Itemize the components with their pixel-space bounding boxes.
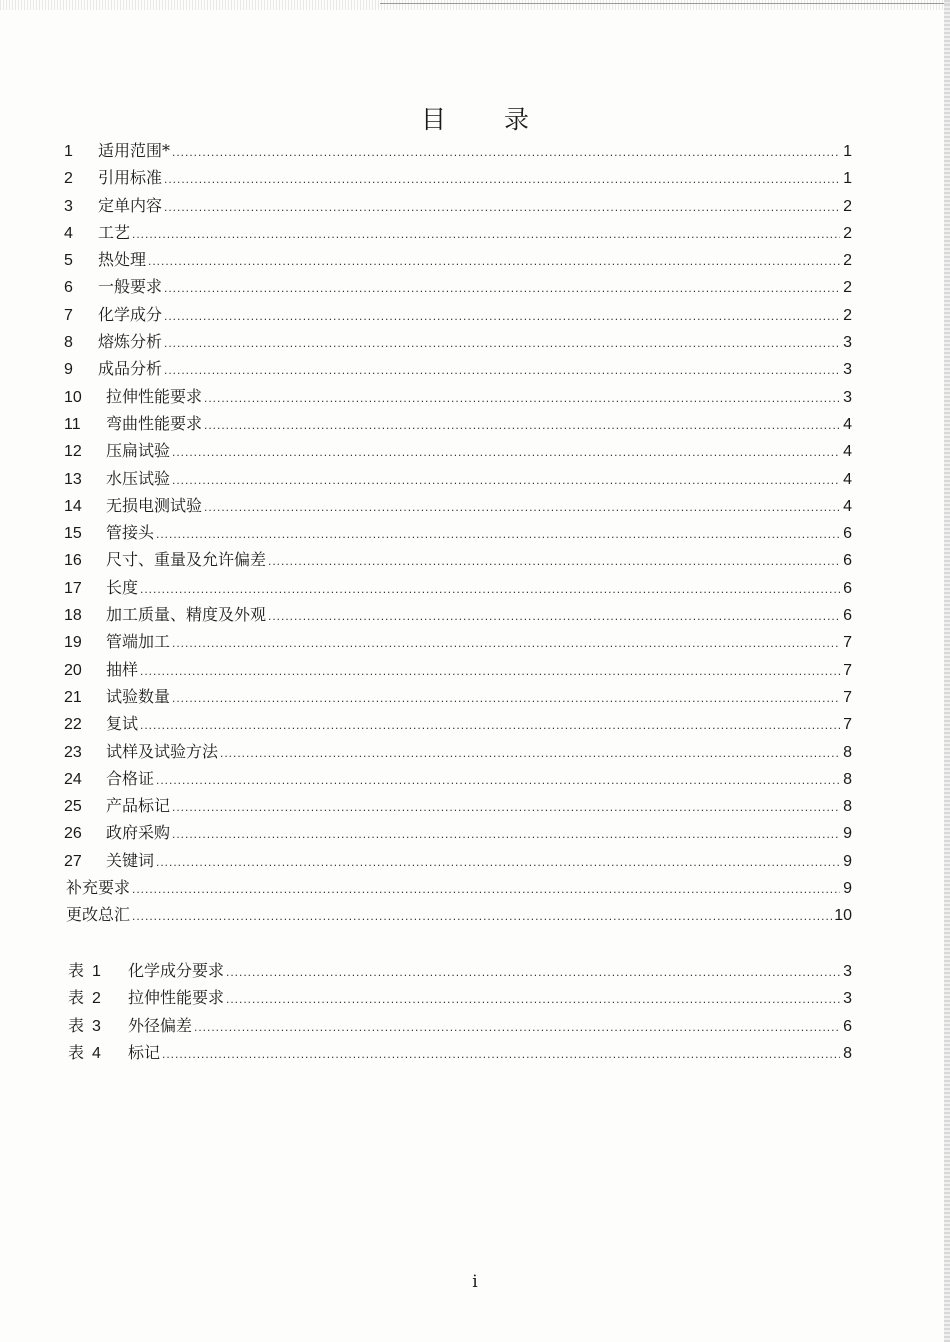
table-entry-prefix	[60, 1012, 128, 1040]
toc-entry[interactable]	[60, 192, 852, 219]
toc-entry-page: 10	[834, 907, 852, 925]
dot-leader	[172, 821, 840, 848]
toc-entry-label: 更改总汇	[66, 905, 131, 925]
toc-entry-number: 26	[64, 825, 82, 843]
page-title	[0, 100, 950, 136]
toc-entry-page: 3	[843, 388, 852, 406]
toc-entry-number: 1	[64, 143, 73, 160]
toc-entry[interactable]	[60, 137, 852, 164]
toc-entry-page: 7	[843, 716, 852, 734]
toc-entry-label: 拉伸性能要求	[106, 386, 203, 406]
dot-leader	[204, 412, 840, 439]
toc-entry[interactable]	[60, 683, 852, 710]
scan-artifact-line	[380, 3, 950, 4]
table-entry-prefix	[60, 984, 128, 1012]
dot-leader	[220, 740, 840, 767]
toc-entry-label: 适用范围*	[98, 141, 171, 160]
table-entry-label: 拉伸性能要求	[128, 988, 225, 1008]
toc-entry-number: 19	[64, 634, 82, 652]
toc-entry-page: 1	[843, 170, 852, 188]
toc-entry-number: 3	[64, 197, 73, 215]
table-list	[60, 957, 852, 1066]
toc-entry[interactable]	[60, 710, 852, 737]
toc-entry[interactable]	[60, 355, 852, 382]
toc-entry-page: 4	[843, 415, 852, 433]
toc-entry-number: 18	[64, 607, 82, 625]
toc-entry-page: 6	[843, 579, 852, 597]
dot-leader	[132, 876, 840, 903]
dot-leader	[164, 275, 840, 302]
toc-entry-label: 抽样	[106, 659, 139, 679]
toc-entry-number: 24	[64, 770, 82, 788]
toc-entry[interactable]	[60, 656, 852, 683]
table-entry-label: 外径偏差	[128, 1015, 193, 1035]
toc-entry-label: 试样及试验方法	[106, 741, 219, 761]
table-entry-prefix-word: 表	[68, 1015, 85, 1035]
dot-leader	[204, 385, 840, 412]
toc-entry[interactable]	[60, 246, 852, 273]
toc-entry-number: 14	[64, 497, 82, 515]
toc-entry-page: 4	[843, 470, 852, 488]
toc-entry-page: 6	[843, 552, 852, 570]
scan-artifact-top	[0, 0, 950, 10]
table-entry-prefix-word: 表	[68, 1042, 85, 1062]
toc-entry-number: 22	[64, 716, 82, 734]
toc-entry-label: 产品标记	[106, 796, 171, 816]
toc-entry-page: 9	[843, 852, 852, 870]
toc-entry[interactable]	[60, 519, 852, 546]
toc-entry-page: 2	[843, 224, 852, 242]
toc-entry[interactable]	[60, 492, 852, 519]
toc-entry[interactable]	[60, 628, 852, 655]
table-entry-page: 3	[843, 990, 852, 1008]
toc-entry-number: 6	[64, 279, 73, 297]
table-entry-label: 标记	[128, 1042, 161, 1062]
toc-entry-number: 4	[64, 224, 73, 242]
dot-leader	[156, 521, 840, 548]
toc-entry[interactable]	[60, 601, 852, 628]
toc-entry-number: 9	[64, 361, 73, 379]
table-entry-prefix-word: 表	[68, 961, 85, 980]
dot-leader	[268, 603, 840, 630]
dot-leader	[226, 986, 840, 1013]
table-entry-prefix-word: 表	[68, 988, 85, 1008]
toc-entry[interactable]	[60, 219, 852, 246]
table-entry[interactable]	[60, 984, 852, 1011]
toc-entry[interactable]	[66, 901, 852, 928]
toc-entry-number: 17	[64, 579, 82, 597]
dot-leader	[140, 658, 840, 685]
toc-entry-label: 政府采购	[106, 823, 171, 843]
toc-entry-page: 2	[843, 197, 852, 215]
toc-entry-page: 8	[843, 798, 852, 816]
toc-entry-page: 3	[843, 334, 852, 352]
toc-entry[interactable]	[60, 328, 852, 355]
toc-entry-number: 7	[64, 306, 73, 324]
toc-entry-label: 合格证	[106, 768, 155, 788]
toc-entry-page: 1	[843, 143, 852, 160]
toc-entry-page: 9	[843, 880, 852, 898]
dot-leader	[172, 439, 840, 466]
toc-entry[interactable]	[60, 765, 852, 792]
dot-leader	[172, 794, 840, 821]
dot-leader	[164, 194, 840, 221]
toc-entry[interactable]	[60, 738, 852, 765]
toc-entry-page: 7	[843, 634, 852, 652]
table-entry-number: 1	[92, 963, 101, 980]
title-part-1: 目	[420, 105, 446, 134]
toc-entry-label: 弯曲性能要求	[106, 413, 203, 433]
table-entry-page: 6	[843, 1017, 852, 1035]
toc-entry-number: 10	[64, 388, 82, 406]
toc-entry[interactable]	[60, 574, 852, 601]
dot-leader	[172, 467, 840, 494]
toc-entry-number: 25	[64, 798, 82, 816]
dot-leader	[162, 1041, 840, 1068]
table-entry-prefix	[60, 1039, 128, 1067]
toc-entry-label: 管接头	[106, 523, 155, 543]
scan-artifact-right-edge	[944, 0, 950, 1342]
toc-entry-page: 4	[843, 497, 852, 515]
toc-entry-label: 工艺	[98, 222, 131, 242]
toc-entry[interactable]	[60, 383, 852, 410]
toc-entry[interactable]	[60, 301, 852, 328]
dot-leader	[132, 221, 840, 248]
toc-entry[interactable]	[60, 847, 852, 874]
table-entry[interactable]	[60, 1039, 852, 1066]
table-entry[interactable]	[60, 1012, 852, 1039]
dot-leader	[204, 494, 840, 521]
toc-entry-page: 8	[843, 770, 852, 788]
toc-entry-label: 无损电测试验	[106, 495, 203, 515]
toc-entry[interactable]	[60, 546, 852, 573]
table-entry-page: 8	[843, 1044, 852, 1062]
dot-leader	[156, 849, 840, 876]
page-number: i	[472, 1272, 478, 1292]
toc-entry-number: 2	[64, 170, 73, 188]
toc-entry-page: 6	[843, 525, 852, 543]
dot-leader	[164, 357, 840, 384]
toc-entry-page: 4	[843, 443, 852, 461]
dot-leader	[164, 330, 840, 357]
toc-entry-label: 关键词	[106, 850, 155, 870]
toc-entry-number: 13	[64, 470, 82, 488]
toc-entry-number: 16	[64, 552, 82, 570]
toc-entry-label: 引用标准	[98, 168, 163, 188]
toc-entry-label: 试验数量	[106, 686, 171, 706]
toc-entry-label: 压扁试验	[106, 441, 171, 461]
toc-entry-page: 9	[843, 825, 852, 843]
toc-entry-number: 8	[64, 334, 73, 352]
toc-entry-number: 5	[64, 252, 73, 270]
title-part-2: 录	[504, 105, 530, 134]
dot-leader	[226, 959, 840, 986]
toc-entry[interactable]	[60, 273, 852, 300]
toc-entry[interactable]	[60, 465, 852, 492]
toc-entry-label: 管端加工	[106, 632, 171, 652]
toc-entry-number: 20	[64, 661, 82, 679]
toc-entry-number: 12	[64, 443, 82, 461]
toc-entry-number: 21	[64, 688, 82, 706]
dot-leader	[268, 548, 840, 575]
toc-entry-label: 化学成分	[98, 304, 163, 324]
toc-entry[interactable]	[60, 164, 852, 191]
toc-entry-page: 3	[843, 361, 852, 379]
toc-entry-label: 复试	[106, 714, 139, 734]
dot-leader	[172, 685, 840, 712]
toc-entry[interactable]	[60, 437, 852, 464]
toc-entry-page: 2	[843, 252, 852, 270]
toc-entry[interactable]	[60, 410, 852, 437]
dot-leader	[156, 767, 840, 794]
toc-entry-label: 加工质量、精度及外观	[106, 605, 267, 625]
dot-leader	[172, 139, 840, 166]
toc-entry-label: 水压试验	[106, 468, 171, 488]
dot-leader	[164, 166, 840, 193]
dot-leader	[140, 712, 840, 739]
toc-entry-label: 熔炼分析	[98, 332, 163, 352]
dot-leader	[164, 303, 840, 330]
toc-list	[60, 137, 852, 929]
toc-entry-page: 7	[843, 661, 852, 679]
table-entry-page: 3	[843, 963, 852, 980]
toc-entry-number: 23	[64, 743, 82, 761]
toc-entry-label: 长度	[106, 577, 139, 597]
toc-entry-label: 热处理	[98, 250, 147, 270]
table-entry[interactable]	[60, 957, 852, 984]
toc-entry-page: 2	[843, 279, 852, 297]
toc-entry-page: 2	[843, 306, 852, 324]
table-entry-prefix	[60, 957, 128, 985]
toc-entry-label: 定单内容	[98, 195, 163, 215]
toc-entry[interactable]	[60, 792, 852, 819]
toc-entry[interactable]	[60, 819, 852, 846]
toc-entry-label: 成品分析	[98, 359, 163, 379]
toc-entry-page: 6	[843, 607, 852, 625]
toc-entry[interactable]	[66, 874, 852, 901]
toc-entry-label: 尺寸、重量及允许偏差	[106, 550, 267, 570]
toc-entry-number: 11	[64, 415, 81, 433]
table-entry-number: 3	[92, 1017, 101, 1035]
dot-leader	[194, 1014, 840, 1041]
toc-entry-number: 27	[64, 852, 82, 870]
toc-entry-page: 8	[843, 743, 852, 761]
toc-entry-label: 补充要求	[66, 878, 131, 898]
toc-entry-label: 一般要求	[98, 277, 163, 297]
toc-entry-page: 7	[843, 688, 852, 706]
table-entry-label: 化学成分要求	[128, 961, 225, 980]
toc-entry-number: 15	[64, 525, 82, 543]
dot-leader	[172, 630, 840, 657]
dot-leader	[140, 576, 840, 603]
dot-leader	[132, 903, 832, 930]
table-entry-number: 4	[92, 1044, 101, 1062]
table-entry-number: 2	[92, 990, 101, 1008]
dot-leader	[148, 248, 840, 275]
